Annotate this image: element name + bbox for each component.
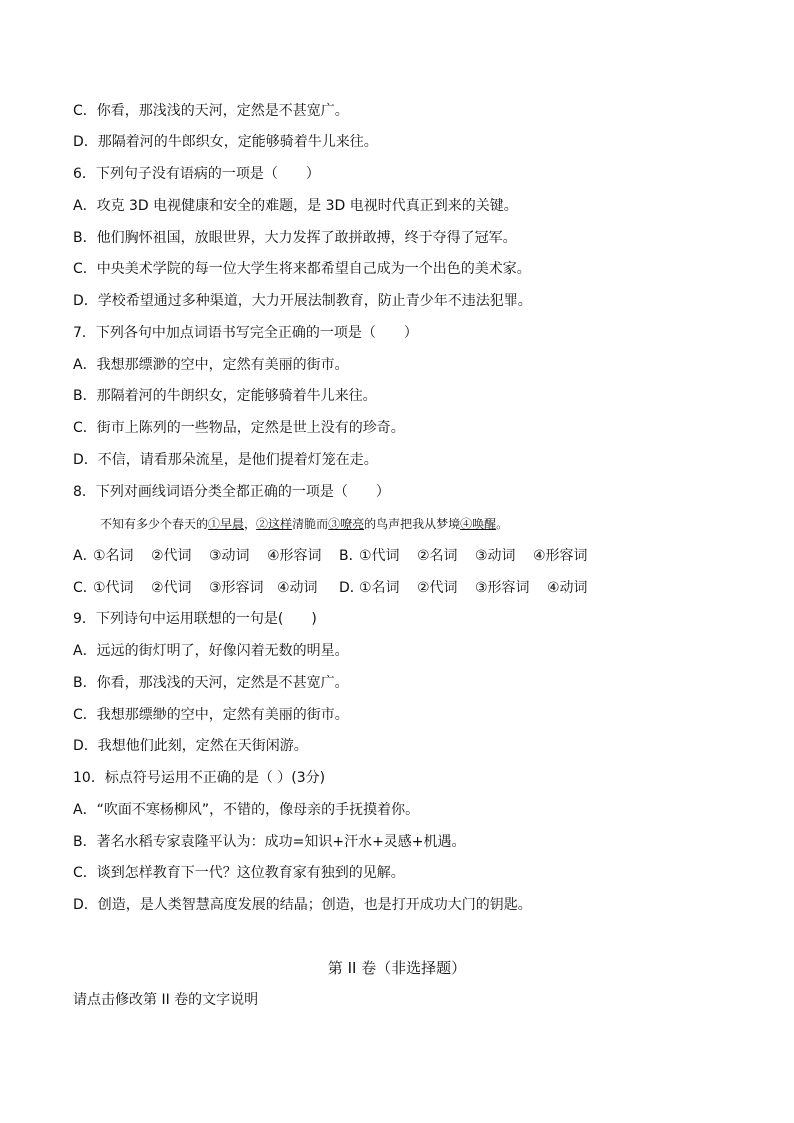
q10-option-a: A．“吹面不寒杨柳风”，不错的，像母亲的手抚摸着你。 (73, 802, 420, 818)
q8-option-item: ①代词 (359, 548, 400, 564)
q8-option-item: ④动词 (277, 580, 318, 596)
q8-option-item: ②代词 (151, 548, 192, 564)
q8-option-item: ①代词 (93, 580, 134, 596)
q8-underlined-word-1: ①早晨 (208, 517, 245, 531)
q8-option-item: ①名词 (359, 580, 400, 596)
q9-option-a: A．远远的街灯明了，好像闪着无数的明星。 (73, 643, 349, 659)
q8-sentence-text: 清脆而 (292, 517, 329, 531)
q6-option-a: A．攻克 3D 电视健康和安全的难题，是 3D 电视时代真正到来的关键。 (73, 198, 518, 214)
q8-option-item: ②代词 (417, 580, 458, 596)
q8-underlined-word-2: ②这样 (256, 517, 293, 531)
q8-underlined-word-3: ③嘹亮 (328, 517, 365, 531)
q7-option-b: B．那隔着河的牛朗织女，定能够骑着牛儿来往。 (73, 388, 377, 404)
q9-option-b: B．你看，那浅浅的天河，定然是不甚宽广。 (73, 675, 349, 691)
q8-options-row-1 (73, 546, 591, 566)
q8-option-item: ③形容词 (209, 580, 264, 596)
q8-sentence-text: 不知有多少个春天的 (100, 517, 209, 531)
q8-option-letter: B． (339, 548, 363, 564)
q10-option-b: B．著名水稻专家袁隆平认为：成功=知识+汗水+灵感+机遇。 (73, 834, 466, 850)
q6-stem: 6．下列句子没有语病的一项是（ ） (73, 166, 320, 182)
q8-stem: 8．下列对画线词语分类全都正确的一项是（ ） (73, 484, 390, 500)
q6-option-b: B．他们胸怀祖国，放眼世界，大力发挥了敢拼敢搏，终于夺得了冠军。 (73, 230, 517, 246)
q8-option-letter: A． (73, 548, 97, 564)
q8-option-letter: C． (73, 580, 97, 596)
section-note[interactable]: 请点击修改第 II 卷的文字说明 (73, 992, 259, 1008)
q8-option-item: ③动词 (209, 548, 250, 564)
q10-stem: 10．标点符号运用不正确的是（ ）(3分) (73, 770, 326, 786)
q5-option-c: C．你看，那浅浅的天河，定然是不甚宽广。 (73, 103, 349, 119)
q10-option-d: D．创造，是人类智慧高度发展的结晶；创造，也是打开成功大门的钥匙。 (73, 897, 532, 913)
q8-option-item: ④形容词 (533, 548, 588, 564)
q8-option-item: ①名词 (93, 548, 134, 564)
q8-sentence-text: 。 (496, 517, 509, 531)
q8-underlined-word-4: ④唤醒 (460, 517, 497, 531)
q8-option-item: ③动词 (475, 548, 516, 564)
q8-option-item: ④动词 (547, 580, 588, 596)
q8-sentence (100, 514, 508, 534)
q7-option-d: D．不信，请看那朵流星，是他们提着灯笼在走。 (73, 452, 378, 468)
q6-option-c: C．中央美术学院的每一位大学生将来都希望自己成为一个出色的美术家。 (73, 261, 531, 277)
q8-option-letter: D． (339, 580, 364, 596)
q8-option-item: ④形容词 (267, 548, 322, 564)
q9-stem: 9．下列诗句中运用联想的一句是( ) (73, 611, 317, 627)
q6-option-d: D．学校希望通过多种渠道，大力开展法制教育，防止青少年不违法犯罪。 (73, 293, 532, 309)
q8-option-item: ②代词 (151, 580, 192, 596)
q9-option-c: C．我想那缥缈的空中，定然有美丽的街市。 (73, 707, 349, 723)
q8-option-item: ②名词 (417, 548, 458, 564)
q9-option-d: D．我想他们此刻，定然在天街闲游。 (73, 738, 308, 754)
q5-option-d: D．那隔着河的牛郎织女，定能够骑着牛儿来往。 (73, 134, 378, 150)
q7-option-a: A．我想那缥渺的空中，定然有美丽的街市。 (73, 357, 349, 373)
q8-sentence-text: 的鸟声把我从梦境 (364, 517, 461, 531)
q7-stem: 7．下列各句中加点词语书写完全正确的一项是（ ） (73, 325, 418, 341)
section-title: 第 II 卷（非选择题） (327, 959, 467, 977)
q8-option-item: ③形容词 (475, 580, 530, 596)
q10-option-c: C．谈到怎样教育下一代？这位教育家有独到的见解。 (73, 865, 405, 881)
q8-options-row-2 (73, 578, 605, 598)
q7-option-c: C．街市上陈列的一些物品，定然是世上没有的珍奇。 (73, 420, 405, 436)
q8-sentence-text: ， (244, 517, 257, 531)
